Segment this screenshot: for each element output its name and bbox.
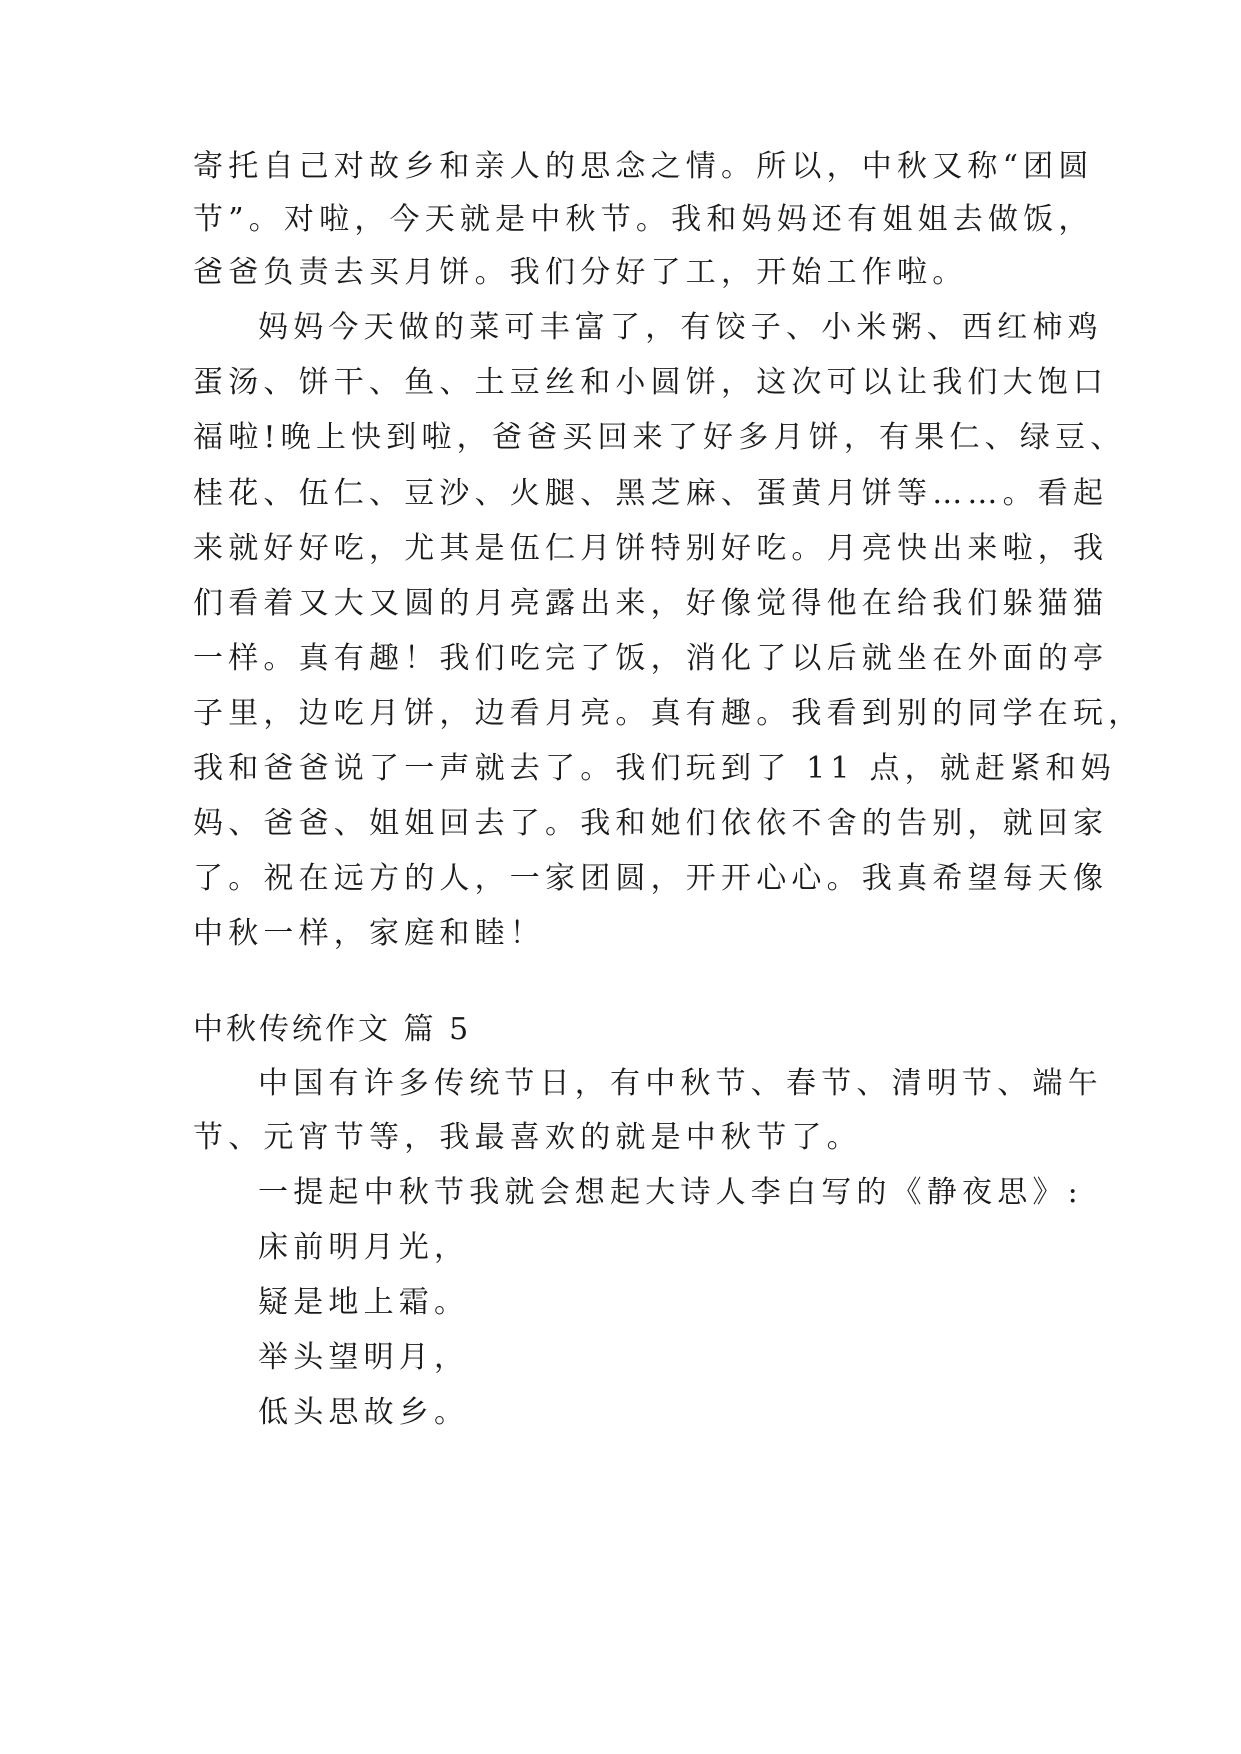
text-line: 妈、爸爸、姐姐回去了。我和她们依依不舍的告别，就回家: [193, 806, 1109, 841]
text-line: 我和爸爸说了一声就去了。我们玩到了 11 点，就赶紧和妈: [193, 751, 1116, 786]
text-line: 一样。真有趣！我们吃完了饭，消化了以后就坐在外面的亭: [193, 641, 1109, 676]
section-heading: 中秋传统作文 篇 5: [193, 1012, 472, 1047]
text-line: 中秋一样，家庭和睦！: [193, 916, 545, 951]
paragraph-first-line: 一提起中秋节我就会想起大诗人李白写的《静夜思》:: [258, 1175, 1083, 1210]
text-line: 寄托自己对故乡和亲人的思念之情。所以，中秋又称“团圆: [193, 149, 1094, 184]
poem-line: 床前明月光，: [258, 1230, 470, 1265]
text-line: 福啦!晚上快到啦，爸爸买回来了好多月饼，有果仁、绿豆、: [193, 420, 1126, 455]
paragraph-first-line: 中国有许多传统节日，有中秋节、春节、清明节、端午: [258, 1066, 1103, 1101]
text-line: 蛋汤、饼干、鱼、土豆丝和小圆饼，这次可以让我们大饱口: [193, 365, 1109, 400]
text-line: 来就好好吃，尤其是伍仁月饼特别好吃。月亮快出来啦，我: [193, 531, 1109, 566]
text-line: 子里，边吃月饼，边看月亮。真有趣。我看到别的同学在玩，: [193, 696, 1144, 731]
text-line: 了。祝在远方的人，一家团圆，开开心心。我真希望每天像: [193, 861, 1109, 896]
text-line: 节”。对啦，今天就是中秋节。我和妈妈还有姐姐去做饭，: [193, 202, 1094, 237]
text-line: 们看着又大又圆的月亮露出来，好像觉得他在给我们躲猫猫: [193, 586, 1109, 621]
poem-line: 低头思故乡。: [258, 1395, 470, 1430]
poem-line: 疑是地上霜。: [258, 1285, 470, 1320]
text-line: 节、元宵节等，我最喜欢的就是中秋节了。: [193, 1120, 862, 1155]
text-line: 爸爸负责去买月饼。我们分好了工，开始工作啦。: [193, 255, 968, 290]
text-line: 桂花、伍仁、豆沙、火腿、黑芝麻、蛋黄月饼等……。看起: [193, 476, 1109, 511]
paragraph-first-line: 妈妈今天做的菜可丰富了，有饺子、小米粥、西红柿鸡: [258, 310, 1103, 345]
poem-line: 举头望明月，: [258, 1340, 470, 1375]
